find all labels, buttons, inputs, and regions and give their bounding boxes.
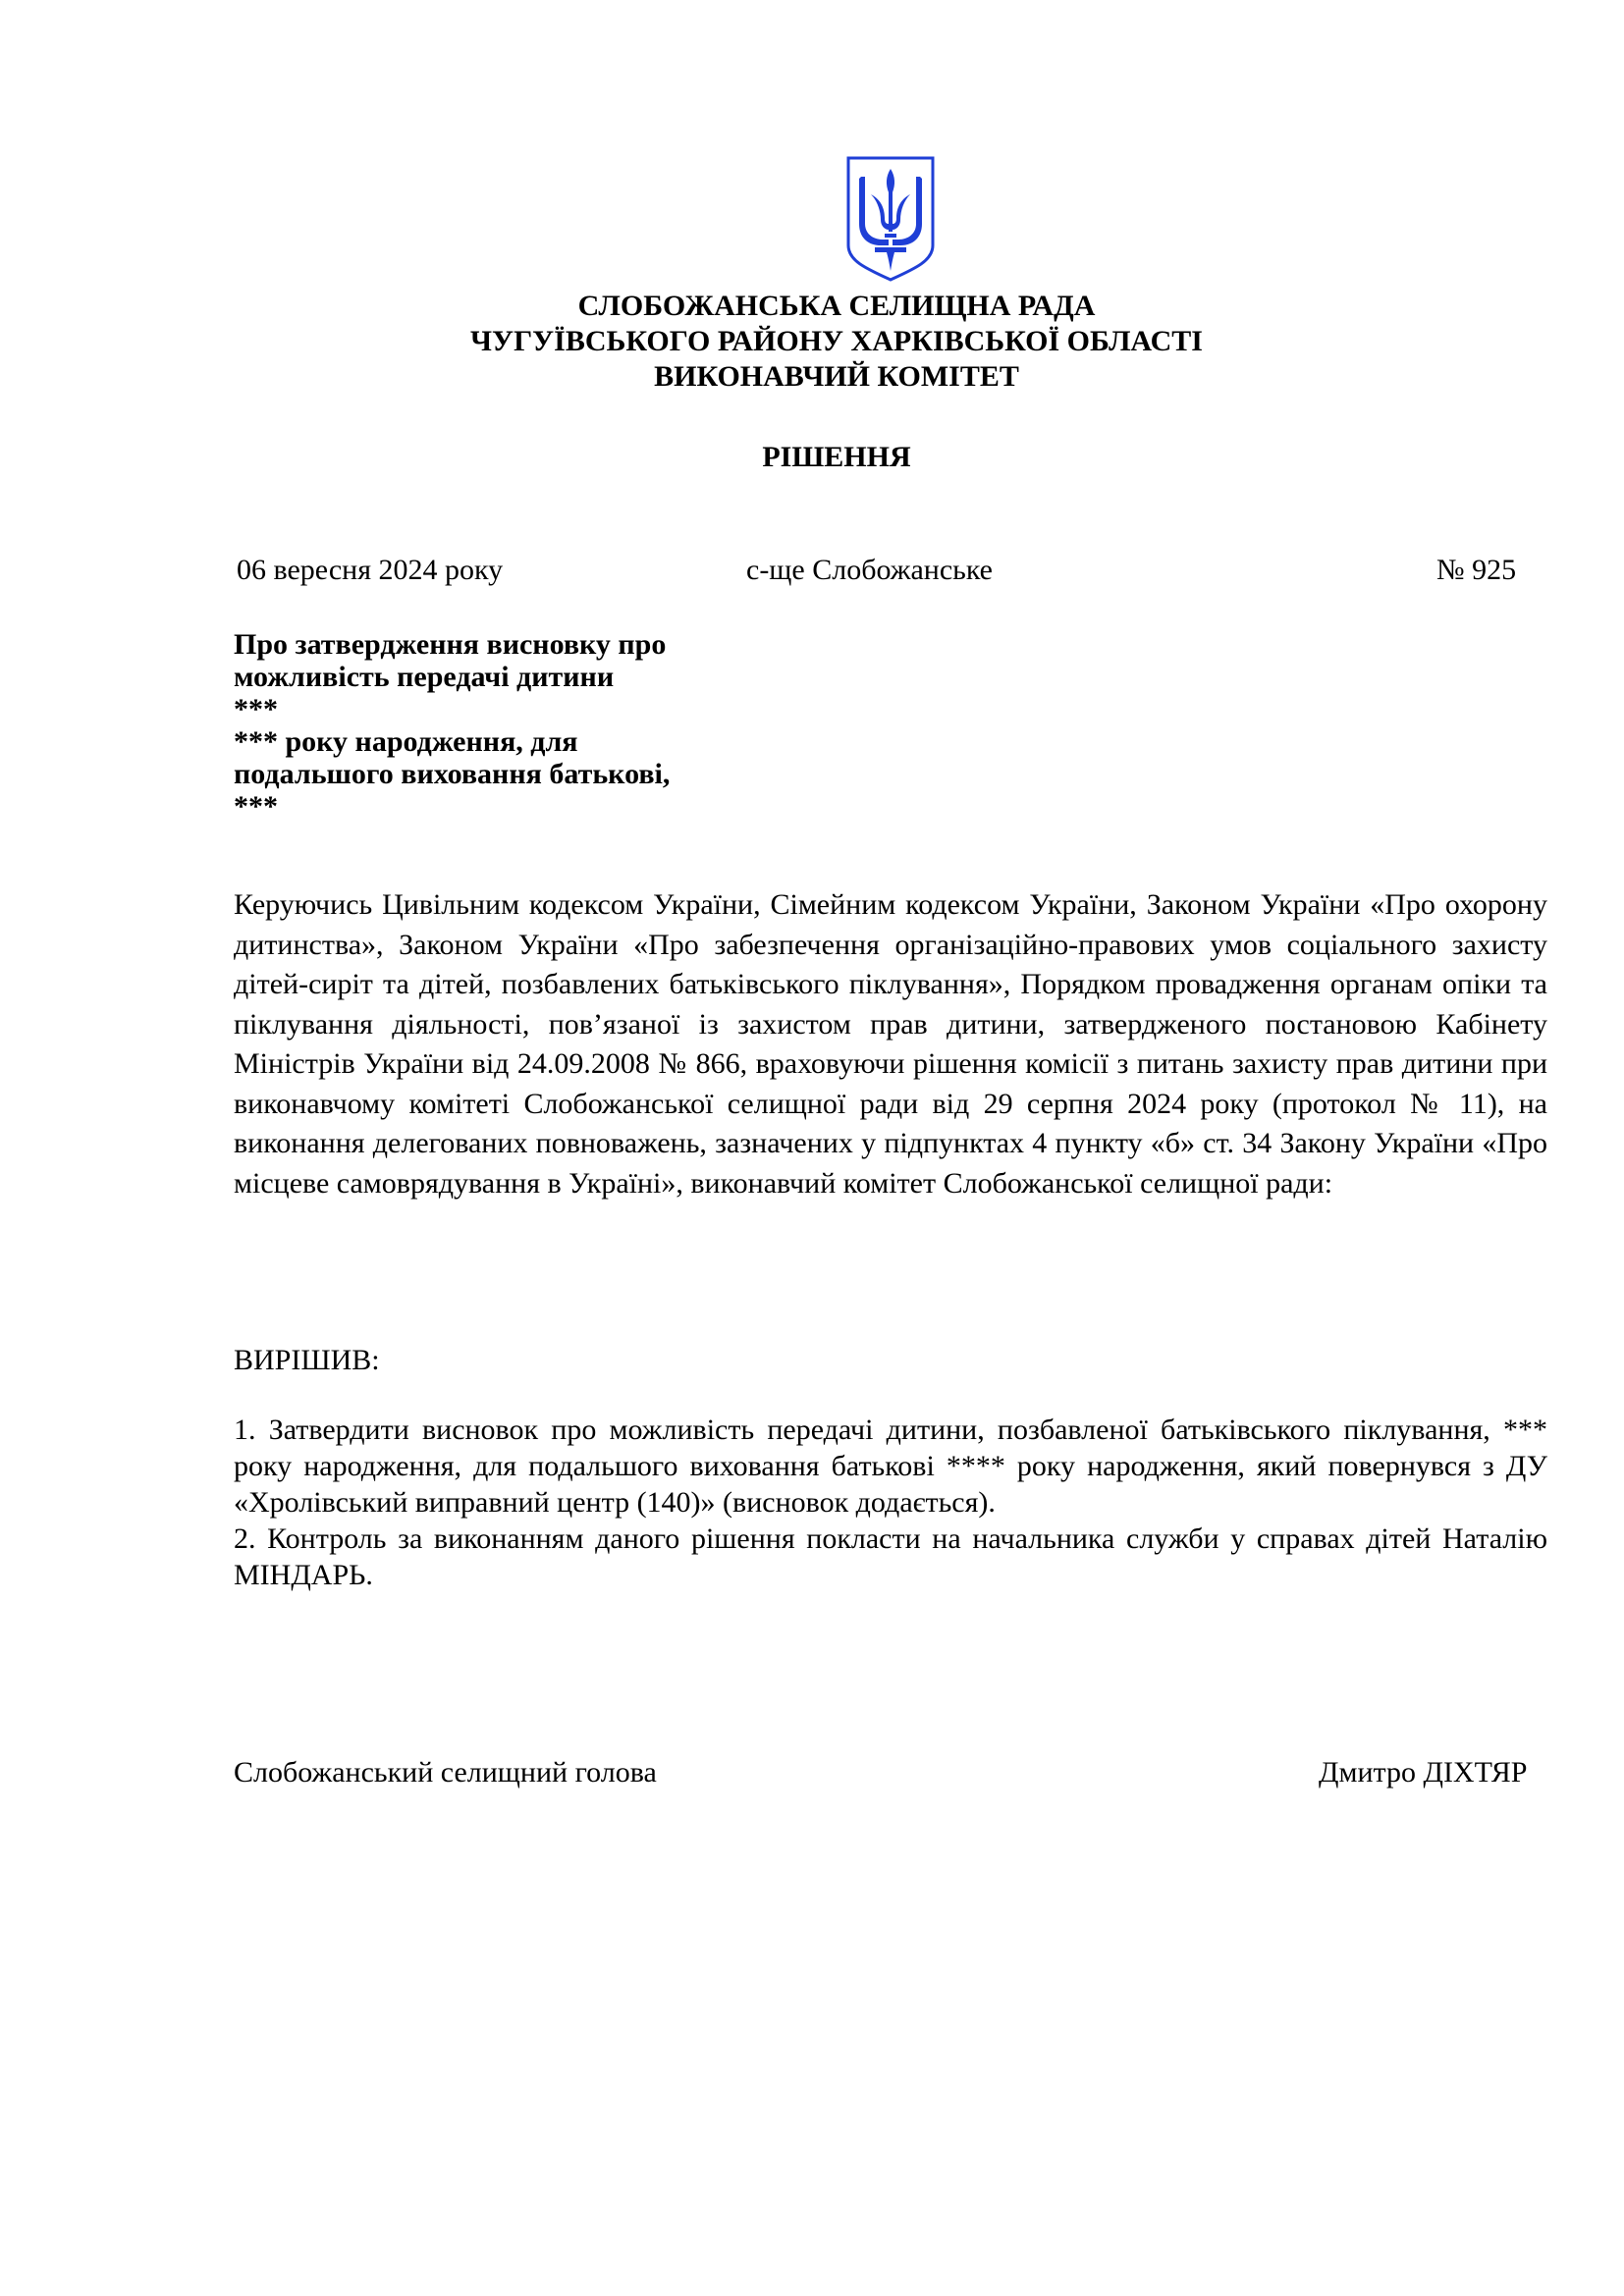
subject-line: *** року народження, для [234, 725, 578, 758]
subject-line: *** [234, 790, 278, 823]
header-committee-name: ВИКОНАВЧИЙ КОМІТЕТ [654, 360, 1019, 393]
signatory-name: Дмитро ДІХТЯР [1319, 1756, 1528, 1789]
preamble-paragraph: Керуючись Цивільним кодексом України, Сімейним кодексом України, Законом України «Про охорону дитинства», Законом України «Про забезпечення організаційно-правових умов соціального захисту дітей-сиріт та дітей, позбавлених батьківського піклування», Порядком провадження органам опіки та піклування діяльності, пов’язаної із захистом прав дитини, затвердженого постановою Кабінету Міністрів України від 24.09.2008 № 866, враховуючи рішення комісії з питань захисту прав дитини при виконавчому комітеті Слобожанської селищної ради від 29 серпня 2024 року (протокол № 11), на виконання делегованих повноважень, зазначених у підпунктах 4 пункту «б» ст. 34 Закону України «Про місцеве самоврядування в Україні», виконавчий комітет Слобожанської селищної ради: [234, 888, 1547, 1200]
subject-line: можливість передачі дитини [234, 661, 615, 693]
decision-subject [234, 628, 784, 823]
subject-line: Про затвердження висновку про [234, 628, 667, 661]
subject-line: подальшого виховання батькові, [234, 758, 671, 790]
decision-title: РІШЕННЯ [762, 441, 911, 473]
decision-item-1: 1. Затвердити висновок про можливість передачі дитини, позбавленої батьківського піклування, *** року народження, для подальшого виховання батькові **** року народження, який повернувся з ДУ «Хролівський виправний центр (140)» (висновок додається). [234, 1414, 1547, 1519]
decision-date: 06 вересня 2024 року [237, 554, 504, 586]
header-council-name: СЛОБОЖАНСЬКА СЕЛИЩНА РАДА [577, 290, 1096, 322]
decision-items [234, 1412, 1547, 1593]
decision-number: № 925 [1436, 554, 1517, 586]
signatory-title: Слобожанський селищний голова [234, 1756, 657, 1789]
resolved-heading: ВИРІШИВ: [234, 1344, 380, 1376]
decision-item-2: 2. Контроль за виконанням даного рішення покласти на начальника служби у справах дітей Наталію МІНДАРЬ. [234, 1522, 1547, 1591]
council-header [0, 289, 1624, 395]
header-district-name: ЧУГУЇВСЬКОГО РАЙОНУ ХАРКІВСЬКОЇ ОБЛАСТІ [470, 325, 1203, 357]
subject-line: *** [234, 693, 278, 725]
decision-place: с-ще Слобожанське [746, 554, 993, 586]
trident-coat-of-arms-icon [845, 155, 936, 283]
